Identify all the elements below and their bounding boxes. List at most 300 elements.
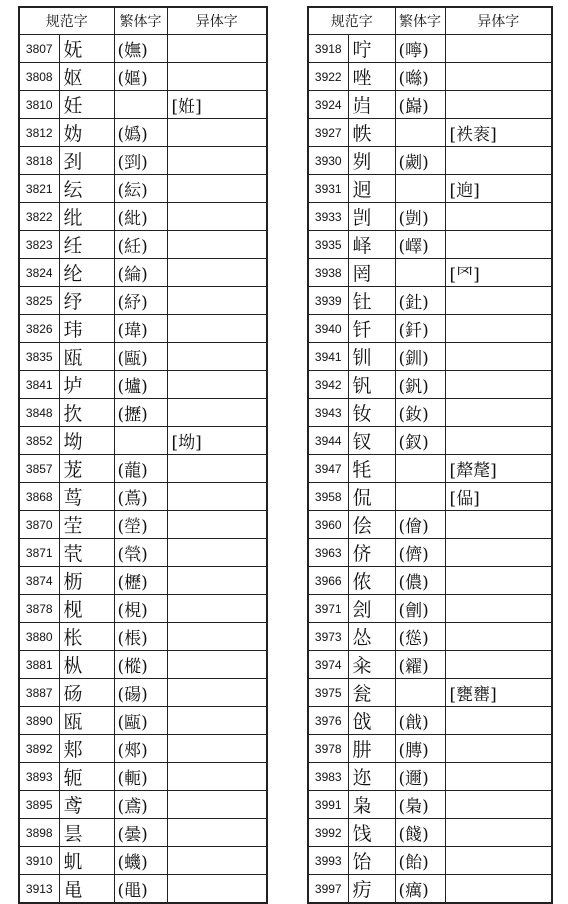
variant-character [167, 231, 267, 259]
standard-character: 茕 [59, 539, 114, 567]
standard-character: 茑 [59, 483, 114, 511]
variant-character [167, 735, 267, 763]
standard-character: 侃 [348, 483, 395, 511]
table-row [308, 875, 552, 904]
table-row [19, 63, 267, 91]
traditional-character: (蔦) [114, 483, 167, 511]
entry-number: 3818 [19, 147, 59, 175]
table-row [308, 399, 552, 427]
traditional-character: (釹) [395, 399, 445, 427]
variant-character: [犛氂] [445, 455, 552, 483]
traditional-character: (餞) [395, 819, 445, 847]
table-row [308, 287, 552, 315]
traditional-character: (棖) [114, 623, 167, 651]
traditional-character: (剄) [114, 147, 167, 175]
table-row [19, 315, 267, 343]
traditional-character: (綸) [114, 259, 167, 287]
left-table-body [19, 35, 267, 904]
table-row [308, 567, 552, 595]
right-header-row [308, 7, 552, 35]
traditional-character: (劌) [395, 147, 445, 175]
table-row [308, 91, 552, 119]
variant-character [167, 847, 267, 875]
variant-character [167, 147, 267, 175]
traditional-character: (樅) [114, 651, 167, 679]
variant-character: [逈] [445, 175, 552, 203]
table-row [19, 819, 267, 847]
variant-character [445, 203, 552, 231]
traditional-character: (郟) [114, 735, 167, 763]
entry-number: 3971 [308, 595, 348, 623]
traditional-character: (攊) [114, 399, 167, 427]
variant-character: [甕罋] [445, 679, 552, 707]
standard-character: 岿 [348, 91, 395, 119]
traditional-character [114, 91, 167, 119]
header-variant: 异体字 [445, 7, 552, 35]
table-row [19, 567, 267, 595]
standard-character: 剀 [348, 203, 395, 231]
standard-character: 钏 [348, 343, 395, 371]
traditional-character: (紓) [114, 287, 167, 315]
traditional-character [395, 679, 445, 707]
entry-number: 3913 [19, 875, 59, 904]
traditional-character: (釺) [395, 315, 445, 343]
right-character-table [307, 6, 553, 904]
entry-number: 3935 [308, 231, 348, 259]
variant-character [445, 287, 552, 315]
entry-number: 3939 [308, 287, 348, 315]
standard-character: 鸢 [59, 791, 114, 819]
standard-character: 钗 [348, 427, 395, 455]
variant-character: [姙] [167, 91, 267, 119]
variant-character [445, 791, 552, 819]
traditional-character: (釵) [395, 427, 445, 455]
variant-character [167, 371, 267, 399]
variant-character [445, 539, 552, 567]
table-row [308, 343, 552, 371]
table-row [19, 399, 267, 427]
variant-character [445, 399, 552, 427]
standard-character: 咛 [348, 35, 395, 63]
variant-character: [罓] [445, 259, 552, 287]
variant-character [167, 651, 267, 679]
variant-character [445, 231, 552, 259]
traditional-character: (噝) [395, 63, 445, 91]
traditional-character: (儈) [395, 511, 445, 539]
traditional-character: (慫) [395, 623, 445, 651]
traditional-character: (儕) [395, 539, 445, 567]
table-row [19, 847, 267, 875]
entry-number: 3880 [19, 623, 59, 651]
traditional-character: (黽) [114, 875, 167, 904]
traditional-character: (飴) [395, 847, 445, 875]
entry-number: 3993 [308, 847, 348, 875]
entry-number: 3944 [308, 427, 348, 455]
variant-character [167, 287, 267, 315]
variant-character [167, 63, 267, 91]
entry-number: 3992 [308, 819, 348, 847]
traditional-character: (劊) [395, 595, 445, 623]
standard-character: 昙 [59, 819, 114, 847]
entry-number: 3943 [308, 399, 348, 427]
variant-character [445, 875, 552, 904]
entry-number: 3870 [19, 511, 59, 539]
table-row [19, 147, 267, 175]
table-row [308, 595, 552, 623]
variant-character [167, 623, 267, 651]
table-row [19, 791, 267, 819]
standard-character: 妫 [59, 119, 114, 147]
variant-character [167, 539, 267, 567]
variant-character [445, 511, 552, 539]
traditional-character: (紝) [114, 231, 167, 259]
table-row [308, 427, 552, 455]
standard-character: 钎 [348, 315, 395, 343]
variant-character [167, 259, 267, 287]
table-row [308, 483, 552, 511]
variant-character [167, 455, 267, 483]
table-row [308, 847, 552, 875]
table-row [308, 819, 552, 847]
entry-number: 3892 [19, 735, 59, 763]
entry-number: 3927 [308, 119, 348, 147]
standard-character: 妊 [59, 91, 114, 119]
standard-character: 玮 [59, 315, 114, 343]
standard-character: 妪 [59, 63, 114, 91]
table-row [308, 679, 552, 707]
entry-number: 3898 [19, 819, 59, 847]
standard-character: 枭 [348, 791, 395, 819]
variant-character [445, 595, 552, 623]
left-character-table [18, 6, 268, 904]
table-row [19, 483, 267, 511]
variant-character: [坳] [167, 427, 267, 455]
variant-character [445, 735, 552, 763]
standard-character: 疠 [348, 875, 395, 904]
entry-number: 3821 [19, 175, 59, 203]
traditional-character [395, 455, 445, 483]
variant-character [167, 483, 267, 511]
standard-character: 纾 [59, 287, 114, 315]
entry-number: 3947 [308, 455, 348, 483]
table-row [19, 343, 267, 371]
standard-character: 钍 [348, 287, 395, 315]
traditional-character: (甌) [114, 707, 167, 735]
table-row [19, 511, 267, 539]
standard-character: 瓯 [59, 707, 114, 735]
entry-number: 3848 [19, 399, 59, 427]
table-row [19, 175, 267, 203]
traditional-character: (糴) [395, 651, 445, 679]
traditional-character: (甌) [114, 343, 167, 371]
table-row [19, 623, 267, 651]
standard-character: 牦 [348, 455, 395, 483]
table-row [308, 315, 552, 343]
entry-number: 3933 [308, 203, 348, 231]
traditional-character: (戧) [395, 707, 445, 735]
table-row [19, 231, 267, 259]
table-row [19, 679, 267, 707]
entry-number: 3974 [308, 651, 348, 679]
standard-character: 扻 [59, 399, 114, 427]
table-row [308, 763, 552, 791]
table-row [308, 623, 552, 651]
table-row [308, 371, 552, 399]
traditional-character: (軛) [114, 763, 167, 791]
variant-character [167, 119, 267, 147]
entry-number: 3890 [19, 707, 59, 735]
traditional-character: (碭) [114, 679, 167, 707]
table-row [308, 203, 552, 231]
entry-number: 3881 [19, 651, 59, 679]
variant-character [167, 875, 267, 904]
variant-character [167, 175, 267, 203]
table-row [19, 371, 267, 399]
standard-character: 枧 [59, 595, 114, 623]
table-row [19, 119, 267, 147]
traditional-character: (癘) [395, 875, 445, 904]
table-row [308, 707, 552, 735]
variant-character [445, 63, 552, 91]
traditional-character: (巋) [395, 91, 445, 119]
table-row [19, 455, 267, 483]
entry-number: 3874 [19, 567, 59, 595]
entry-number: 3997 [308, 875, 348, 904]
entry-number: 3878 [19, 595, 59, 623]
variant-character [167, 763, 267, 791]
table-row [19, 763, 267, 791]
standard-character: 肼 [348, 735, 395, 763]
variant-character [445, 847, 552, 875]
table-row [308, 791, 552, 819]
traditional-character: (嫵) [114, 35, 167, 63]
table-row [19, 539, 267, 567]
traditional-character: (梘) [114, 595, 167, 623]
traditional-character: (煢) [114, 539, 167, 567]
variant-character [445, 819, 552, 847]
entry-number: 3812 [19, 119, 59, 147]
entry-number: 3852 [19, 427, 59, 455]
standard-character: 虮 [59, 847, 114, 875]
traditional-character [395, 119, 445, 147]
entry-number: 3822 [19, 203, 59, 231]
table-row [308, 259, 552, 287]
standard-character: 坳 [59, 427, 114, 455]
standard-character: 侪 [348, 539, 395, 567]
variant-character [167, 791, 267, 819]
standard-character: 侬 [348, 567, 395, 595]
entry-number: 3893 [19, 763, 59, 791]
table-row [19, 203, 267, 231]
variant-character [167, 819, 267, 847]
traditional-character: (嚀) [395, 35, 445, 63]
entry-number: 3826 [19, 315, 59, 343]
traditional-character: (紜) [114, 175, 167, 203]
standard-character: 黾 [59, 875, 114, 904]
standard-character: 茔 [59, 511, 114, 539]
table-row [308, 175, 552, 203]
entry-number: 3973 [308, 623, 348, 651]
entry-number: 3887 [19, 679, 59, 707]
traditional-character: (紕) [114, 203, 167, 231]
variant-character [445, 427, 552, 455]
table-row [19, 707, 267, 735]
entry-number: 3940 [308, 315, 348, 343]
standard-character: 妩 [59, 35, 114, 63]
variant-character [167, 315, 267, 343]
traditional-character: (瑋) [114, 315, 167, 343]
entry-number: 3978 [308, 735, 348, 763]
traditional-character [395, 483, 445, 511]
variant-character [445, 35, 552, 63]
traditional-character: (塋) [114, 511, 167, 539]
entry-number: 3991 [308, 791, 348, 819]
entry-number: 3975 [308, 679, 348, 707]
table-row [308, 231, 552, 259]
table-row [308, 35, 552, 63]
variant-character: [偘] [445, 483, 552, 511]
table-row [19, 735, 267, 763]
standard-character: 枥 [59, 567, 114, 595]
entry-number: 3931 [308, 175, 348, 203]
standard-character: 钕 [348, 399, 395, 427]
standard-character: 纶 [59, 259, 114, 287]
variant-character [167, 511, 267, 539]
variant-character [445, 147, 552, 175]
entry-number: 3824 [19, 259, 59, 287]
traditional-character: (釩) [395, 371, 445, 399]
traditional-character: (蘢) [114, 455, 167, 483]
standard-character: 茏 [59, 455, 114, 483]
standard-character: 枨 [59, 623, 114, 651]
entry-number: 3871 [19, 539, 59, 567]
variant-character [445, 91, 552, 119]
variant-character [167, 567, 267, 595]
table-row [19, 259, 267, 287]
table-row [308, 651, 552, 679]
entry-number: 3960 [308, 511, 348, 539]
traditional-character: (釷) [395, 287, 445, 315]
traditional-character: (膞) [395, 735, 445, 763]
table-row [308, 735, 552, 763]
variant-character [445, 763, 552, 791]
standard-character: 瓮 [348, 679, 395, 707]
entry-number: 3976 [308, 707, 348, 735]
traditional-character: (櫪) [114, 567, 167, 595]
traditional-character: (曇) [114, 819, 167, 847]
right-table-body [308, 35, 552, 904]
table-row [19, 427, 267, 455]
entry-number: 3942 [308, 371, 348, 399]
table-row [19, 875, 267, 904]
entry-number: 3922 [308, 63, 348, 91]
traditional-character: (壚) [114, 371, 167, 399]
variant-character [167, 35, 267, 63]
table-row [308, 511, 552, 539]
standard-character: 籴 [348, 651, 395, 679]
variant-character [445, 371, 552, 399]
entry-number: 3963 [308, 539, 348, 567]
table-row [19, 35, 267, 63]
standard-character: 砀 [59, 679, 114, 707]
entry-number: 3918 [308, 35, 348, 63]
standard-character: 垆 [59, 371, 114, 399]
traditional-character [114, 427, 167, 455]
standard-character: 罔 [348, 259, 395, 287]
entry-number: 3941 [308, 343, 348, 371]
standard-character: 刭 [59, 147, 114, 175]
variant-character [445, 707, 552, 735]
traditional-character: (梟) [395, 791, 445, 819]
entry-number: 3807 [19, 35, 59, 63]
standard-character: 纭 [59, 175, 114, 203]
traditional-character: (蟣) [114, 847, 167, 875]
standard-character: 钒 [348, 371, 395, 399]
header-traditional: 繁体字 [114, 7, 167, 35]
variant-character [445, 567, 552, 595]
table-row [308, 539, 552, 567]
traditional-character: (嬀) [114, 119, 167, 147]
table-row [19, 651, 267, 679]
entry-number: 3958 [308, 483, 348, 511]
entry-number: 3868 [19, 483, 59, 511]
traditional-character [395, 259, 445, 287]
table-row [308, 119, 552, 147]
header-traditional: 繁体字 [395, 7, 445, 35]
table-row [19, 287, 267, 315]
entry-number: 3924 [308, 91, 348, 119]
standard-character: 饴 [348, 847, 395, 875]
standard-character: 怂 [348, 623, 395, 651]
variant-character [167, 343, 267, 371]
traditional-character: (儂) [395, 567, 445, 595]
standard-character: 郏 [59, 735, 114, 763]
header-standard: 规范字 [308, 7, 395, 35]
variant-character [167, 399, 267, 427]
variant-character [445, 315, 552, 343]
table-row [308, 147, 552, 175]
entry-number: 3825 [19, 287, 59, 315]
entry-number: 3835 [19, 343, 59, 371]
entry-number: 3808 [19, 63, 59, 91]
variant-character: [袟袠] [445, 119, 552, 147]
traditional-character: (釧) [395, 343, 445, 371]
table-row [19, 595, 267, 623]
standard-character: 侩 [348, 511, 395, 539]
entry-number: 3823 [19, 231, 59, 259]
variant-character [167, 203, 267, 231]
traditional-character [395, 175, 445, 203]
variant-character [167, 707, 267, 735]
traditional-character: (嶧) [395, 231, 445, 259]
left-header-row [19, 7, 267, 35]
standard-character: 戗 [348, 707, 395, 735]
standard-character: 轭 [59, 763, 114, 791]
entry-number: 3910 [19, 847, 59, 875]
standard-character: 帙 [348, 119, 395, 147]
standard-character: 唑 [348, 63, 395, 91]
standard-character: 纰 [59, 203, 114, 231]
entry-number: 3857 [19, 455, 59, 483]
standard-character: 迥 [348, 175, 395, 203]
standard-character: 瓯 [59, 343, 114, 371]
standard-character: 迩 [348, 763, 395, 791]
variant-character [167, 679, 267, 707]
table-row [308, 455, 552, 483]
standard-character: 纴 [59, 231, 114, 259]
entry-number: 3841 [19, 371, 59, 399]
standard-character: 峄 [348, 231, 395, 259]
